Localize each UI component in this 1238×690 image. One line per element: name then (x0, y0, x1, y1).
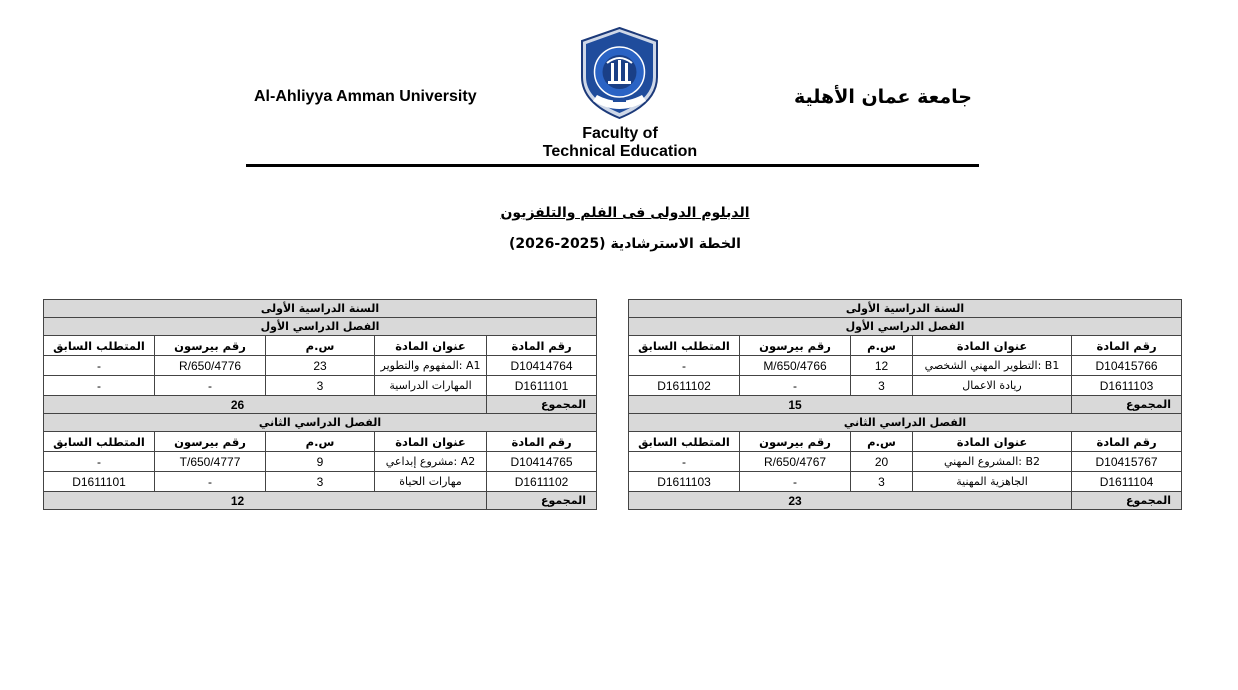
header-divider (246, 164, 979, 167)
col-prerequisite: المتطلب السابق (44, 336, 155, 356)
col-course-code: رقم المادة (1072, 336, 1182, 356)
col-credit-hours: س.م (851, 432, 913, 452)
course-code: D1611101 (487, 376, 597, 396)
course-code: D1611104 (1072, 472, 1182, 492)
prerequisite: - (44, 376, 155, 396)
col-prerequisite: المتطلب السابق (629, 432, 740, 452)
column-headers (44, 336, 597, 356)
credit-hours: 3 (266, 376, 375, 396)
pearson-code: R/650/4767 (740, 452, 851, 472)
semester-label: الفصل الدراسي الأول (44, 318, 597, 336)
total-label: المجموع (1072, 492, 1182, 510)
credit-hours: 12 (851, 356, 913, 376)
total-label: المجموع (487, 492, 597, 510)
course-title: A1 :المفهوم والتطوير (375, 356, 487, 376)
total-label: المجموع (487, 396, 597, 414)
table-row (629, 472, 1182, 492)
col-prerequisite: المتطلب السابق (44, 432, 155, 452)
faculty-name (520, 125, 720, 161)
column-headers (629, 432, 1182, 452)
col-pearson-code: رقم بيرسون (155, 432, 266, 452)
prerequisite: - (44, 452, 155, 472)
table-row (44, 356, 597, 376)
semester-label: الفصل الدراسي الأول (629, 318, 1182, 336)
pearson-code: - (740, 376, 851, 396)
prerequisite: D1611102 (629, 376, 740, 396)
prerequisite: D1611103 (629, 472, 740, 492)
course-code: D10415767 (1072, 452, 1182, 472)
prerequisite: - (629, 356, 740, 376)
table-row (44, 472, 597, 492)
col-course-title: عنوان المادة (375, 432, 487, 452)
total-value: 23 (629, 492, 1072, 510)
table-row (629, 356, 1182, 376)
col-course-code: رقم المادة (487, 336, 597, 356)
year-label: السنة الدراسية الأولى (629, 300, 1182, 318)
course-title: الجاهزية المهنية (913, 472, 1072, 492)
prerequisite: D1611101 (44, 472, 155, 492)
pearson-code: - (155, 472, 266, 492)
study-plan-table-left (43, 299, 597, 510)
total-row (44, 396, 597, 414)
col-course-code: رقم المادة (487, 432, 597, 452)
faculty-line-1: Faculty of (582, 125, 658, 142)
semester-label: الفصل الدراسي الثاني (44, 414, 597, 432)
course-code: D1611102 (487, 472, 597, 492)
total-row (629, 396, 1182, 414)
course-title: ريادة الاعمال (913, 376, 1072, 396)
total-value: 12 (44, 492, 487, 510)
col-prerequisite: المتطلب السابق (629, 336, 740, 356)
total-row (629, 492, 1182, 510)
total-row (44, 492, 597, 510)
course-title: B2 :المشروع المهني (913, 452, 1072, 472)
col-pearson-code: رقم بيرسون (155, 336, 266, 356)
col-course-title: عنوان المادة (375, 336, 487, 356)
semester-label: الفصل الدراسي الثاني (629, 414, 1182, 432)
pearson-code: T/650/4777 (155, 452, 266, 472)
table-row (44, 452, 597, 472)
credit-hours: 20 (851, 452, 913, 472)
col-course-code: رقم المادة (1072, 432, 1182, 452)
col-course-title: عنوان المادة (913, 336, 1072, 356)
credit-hours: 23 (266, 356, 375, 376)
plan-title: الخطة الاسترشادية (2025-2026) (509, 236, 741, 252)
total-value: 26 (44, 396, 487, 414)
table-row (629, 452, 1182, 472)
university-logo-icon (579, 27, 660, 119)
study-plan-table-right (628, 299, 1182, 510)
course-code: D10415766 (1072, 356, 1182, 376)
pearson-code: M/650/4766 (740, 356, 851, 376)
column-headers (44, 432, 597, 452)
col-credit-hours: س.م (851, 336, 913, 356)
university-name-en: Al-Ahliyya Amman University (254, 88, 477, 105)
col-pearson-code: رقم بيرسون (740, 432, 851, 452)
course-code: D1611103 (1072, 376, 1182, 396)
program-title: الدبلوم الدولى فى الفلم والتلفزيون (500, 205, 750, 221)
credit-hours: 3 (851, 472, 913, 492)
col-credit-hours: س.م (266, 336, 375, 356)
course-code: D10414764 (487, 356, 597, 376)
pearson-code: - (740, 472, 851, 492)
total-label: المجموع (1072, 396, 1182, 414)
course-title: A2 :مشروع إبداعي (375, 452, 487, 472)
total-value: 15 (629, 396, 1072, 414)
credit-hours: 3 (266, 472, 375, 492)
course-title: مهارات الحياة (375, 472, 487, 492)
credit-hours: 3 (851, 376, 913, 396)
pearson-code: - (155, 376, 266, 396)
pearson-code: R/650/4776 (155, 356, 266, 376)
prerequisite: - (629, 452, 740, 472)
faculty-line-2: Technical Education (542, 143, 698, 160)
course-code: D10414765 (487, 452, 597, 472)
university-name-ar: جامعة عمان الأهلية (793, 86, 972, 108)
credit-hours: 9 (266, 452, 375, 472)
table-row (629, 376, 1182, 396)
col-pearson-code: رقم بيرسون (740, 336, 851, 356)
course-title: المهارات الدراسية (375, 376, 487, 396)
year-label: السنة الدراسية الأولى (44, 300, 597, 318)
column-headers (629, 336, 1182, 356)
col-course-title: عنوان المادة (913, 432, 1072, 452)
course-title: B1 :التطوير المهني الشخصي (913, 356, 1072, 376)
prerequisite: - (44, 356, 155, 376)
col-credit-hours: س.م (266, 432, 375, 452)
table-row (44, 376, 597, 396)
